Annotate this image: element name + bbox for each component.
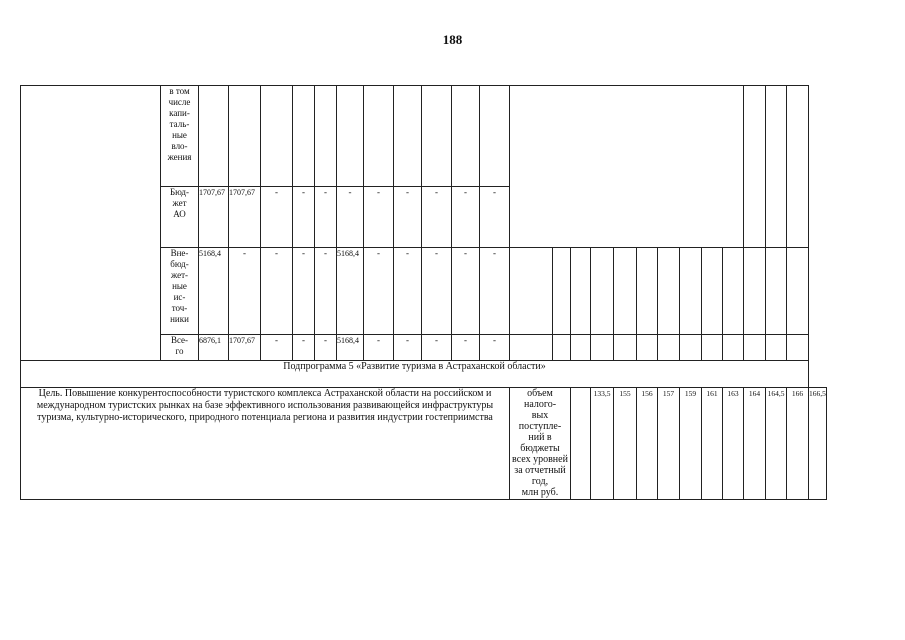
- page-number: 188: [442, 32, 463, 47]
- extrabudget-value-8: -: [422, 248, 452, 335]
- subprogram-row: [21, 361, 827, 388]
- indicator-value-4: 159: [680, 388, 702, 500]
- budget-ao-value-9: -: [452, 187, 480, 248]
- total-value-7: -: [394, 335, 422, 361]
- budget-ao-value-5: -: [337, 187, 364, 248]
- total-value-10: -: [480, 335, 510, 361]
- budget-ao-value-6: -: [364, 187, 394, 248]
- extrabudget-value-3: -: [293, 248, 315, 335]
- indicator-value-10: 166,5: [809, 388, 827, 500]
- total-value-0: 6876,1: [199, 335, 229, 361]
- extrabudget-value-0: 5168,4: [199, 248, 229, 335]
- budget-ao-value-10: -: [480, 187, 510, 248]
- extrabudget-value-6: -: [364, 248, 394, 335]
- extrabudget-value-4: -: [315, 248, 337, 335]
- indicator-block-upper: [510, 86, 744, 248]
- indicator-value-0: 133,5: [591, 388, 614, 500]
- total-value-8: -: [422, 335, 452, 361]
- budget-ao-value-1: 1707,67: [229, 187, 261, 248]
- budget-ao-value-4: -: [315, 187, 337, 248]
- total-value-3: -: [293, 335, 315, 361]
- indicator-value-7: 164: [744, 388, 766, 500]
- capital-row: [21, 86, 827, 187]
- indicator-value-3: 157: [658, 388, 680, 500]
- indicator-value-8: 164,5: [766, 388, 787, 500]
- budget-ao-value-8: -: [422, 187, 452, 248]
- indicator-value-5: 161: [702, 388, 723, 500]
- total-value-6: -: [364, 335, 394, 361]
- extrabudget-value-9: -: [452, 248, 480, 335]
- extrabudget-value-1: -: [229, 248, 261, 335]
- extrabudget-value-2: -: [261, 248, 293, 335]
- program-cell: [21, 86, 161, 361]
- extrabudget-value-10: -: [480, 248, 510, 335]
- indicator-value-1: 155: [614, 388, 637, 500]
- indicator-value-9: 166: [787, 388, 809, 500]
- budget-ao-label: Бюд- жет АО: [161, 187, 199, 248]
- total-value-9: -: [452, 335, 480, 361]
- goal-text: Цель. Повышение конкурентоспособности туристского комплекса Астраханской области на российском и международном туристских рынках на базе эффективного использования развивающейся инфраструктуры туризма, культурно-исторического, природного потенциала региона и развития индустрии гостеприимства: [21, 388, 510, 500]
- budget-table: [20, 85, 827, 500]
- budget-ao-value-3: -: [293, 187, 315, 248]
- total-value-5: 5168,4: [337, 335, 364, 361]
- budget-ao-value-2: -: [261, 187, 293, 248]
- total-value-4: -: [315, 335, 337, 361]
- indicator-unit-cell: [571, 388, 591, 500]
- budget-ao-value-0: 1707,67: [199, 187, 229, 248]
- total-value-2: -: [261, 335, 293, 361]
- indicator-label: объем налого- вых поступле- ний в бюджеты всех уровней за отчетный год, млн руб.: [510, 388, 571, 500]
- capital-label: в том числе капи- таль- ные вло- жения: [161, 86, 199, 187]
- subprogram-title: Подпрограмма 5 «Развитие туризма в Астраханской области»: [21, 361, 809, 388]
- goal-row: [21, 388, 827, 500]
- total-value-1: 1707,67: [229, 335, 261, 361]
- indicator-value-6: 163: [723, 388, 744, 500]
- extrabudget-value-7: -: [394, 248, 422, 335]
- extrabudget-value-5: 5168,4: [337, 248, 364, 335]
- budget-ao-value-7: -: [394, 187, 422, 248]
- indicator-value-2: 156: [637, 388, 658, 500]
- extrabudget-label: Вне- бюд- жет- ные ис- точ- ники: [161, 248, 199, 335]
- total-label: Все- го: [161, 335, 199, 361]
